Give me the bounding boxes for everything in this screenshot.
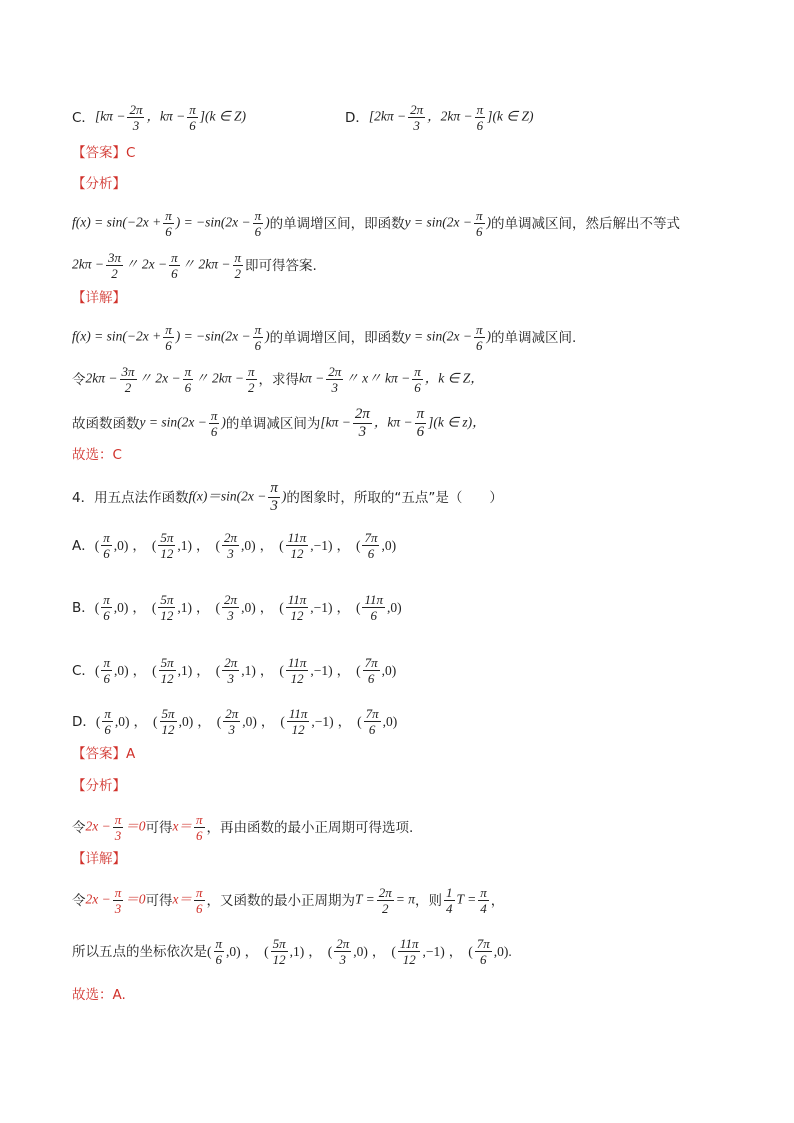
option-d[interactable]: D． ( $\frac{\pi}{6}$ ,0) ， ( $\frac{5\pi}{12}$ ,0) ， ( $\frac{2\pi}{3}$ ,0) ， ( $\frac{11\pi}{12}$ ,−1) ， ( $\frac{7\pi}{6}$ ,0) [72,706,398,737]
analysis-1-text-b: 的单调减区间，然后解出不等式 [491,215,681,232]
detail-2-text-f: 所以五点的坐标依次是 [72,943,207,960]
detail-1-text-e: 故函数函数 [72,415,140,432]
detail-2-line-1: 令 2x − $\frac{\pi}{3}$ ＝0 可得 x＝ $\frac{\pi}{6}$ ，又函数的最小正周期为 T = $\frac{2\pi}{2}$ = π ，则 $\frac{1}{4}$ T = $\frac{\pi}{4}$ ， [72,885,505,916]
analysis-2-text-a: 令 [72,819,86,836]
analysis-heading-2: 【分析】 [72,778,126,794]
choose-1: 故选：C [72,447,122,463]
detail-2-line-2: 所以五点的坐标依次是 ( $\frac{\pi}{6}$ ,0) ， ( $\frac{5\pi}{12}$ ,1) ， ( $\frac{2\pi}{3}$ ,0) ， ( $\frac{11\pi}{12}$ ,−1) ， ( $\frac{7\pi}{6}$ ,0). [72,936,512,967]
choose-2: 故选：A. [72,987,126,1003]
detail-2-text-e: ， [490,892,505,909]
option-a-label: A． [72,537,95,554]
option-a[interactable]: A． ( $\frac{\pi}{6}$ ,0) ， ( $\frac{5\pi}{12}$ ,1) ， ( $\frac{2\pi}{3}$ ,0) ， ( $\frac{11\pi}{12}$ ,−1) ， ( $\frac{7\pi}{6}$ ,0) [72,530,397,561]
analysis-heading-1: 【分析】 [72,176,126,192]
option-c[interactable]: C． ( $\frac{\pi}{6}$ ,0) ， ( $\frac{5\pi}{12}$ ,1) ， ( $\frac{2\pi}{3}$ ,1) ， ( $\frac{11\pi}{12}$ ,−1) ， ( $\frac{7\pi}{6}$ ,0) [72,655,397,686]
analysis-2-text-b: 可得 [145,819,173,836]
analysis-1-line-2: 2kπ − $\frac{3\pi}{2}$ 〃 2x − $\frac{\pi}{6}$ 〃 2kπ − $\frac{\pi}{2}$ 即可得答案. [72,250,317,281]
detail-1-text-d: ，求得 [258,371,300,388]
option-b-label: B． [72,599,95,616]
detail-1-line-3: 故函数函数 y = sin(2x − $\frac{\pi}{6}$ ) 的单调减区间为 [kπ − $\frac{2\pi}{3}$ ，kπ − $\frac{\pi}{6}$ ](k ∈ z)， [72,406,486,440]
detail-2-text-a: 令 [72,892,86,909]
option-d-label: D． [345,109,369,126]
detail-2-text-d: ，则 [415,892,443,909]
option-b[interactable]: B． ( $\frac{\pi}{6}$ ,0) ， ( $\frac{5\pi}{12}$ ,1) ， ( $\frac{2\pi}{3}$ ,0) ， ( $\frac{11\pi}{12}$ ,−1) ， ( $\frac{11\pi}{6}$ ,0) [72,592,402,623]
detail-heading-2: 【详解】 [72,851,126,867]
detail-2-text-c: ，又函数的最小正周期为 [206,892,356,909]
analysis-1-text-c: 即可得答案. [245,257,317,274]
detail-1-text-f: 的单调减区间为 [225,415,321,432]
answer-heading-1: 【答案】C [72,145,136,161]
detail-1-text-a: 的单调增区间，即函数 [269,329,405,346]
detail-1-line-2: 令 2kπ − $\frac{3\pi}{2}$ 〃 2x − $\frac{\pi}{6}$ 〃 2kπ − $\frac{\pi}{2}$ ，求得 kπ − $\frac{2\pi}{3}$ 〃 x〃 kπ − $\frac{\pi}{6}$ ，k ∈ Z， [72,364,484,395]
analysis-2-line: 令 2x − $\frac{\pi}{3}$ ＝0 可得 x＝ $\frac{\pi}{6}$ ，再由函数的最小正周期可得选项. [72,812,414,843]
option-c-label-2: C． [72,662,95,679]
analysis-1-line-1: f(x) = sin(−2x + $\frac{\pi}{6}$ ) = −sin(2x − $\frac{\pi}{6}$ ) 的单调增区间，即函数 y = sin(2x − $\frac{\pi}{6}$ ) 的单调减区间，然后解出不等式 [72,208,681,239]
option-c-expression: [kπ − $\frac{2\pi}{3}$ ，kπ − $\frac{\pi}{6}$ ](k ∈ Z) [94,102,246,133]
detail-heading-1: 【详解】 [72,290,126,306]
question-text-a: 用五点法作函数 [94,489,189,506]
detail-2-text-b: 可得 [145,892,173,909]
detail-1-line-1: f(x) = sin(−2x + $\frac{\pi}{6}$ ) = −sin(2x − $\frac{\pi}{6}$ ) 的单调增区间，即函数 y = sin(2x − $\frac{\pi}{6}$ ) 的单调减区间. [72,322,577,353]
detail-1-text-b: 的单调减区间. [491,329,577,346]
question-4: 4． 用五点法作函数 f(x)＝sin(2x − $\frac{\pi}{3}$ ) 的图象时，所取的“五点”是（ ） [72,480,503,514]
option-d-previous [345,102,533,133]
question-text-b: 的图象时，所取的“五点”是（ ） [286,489,503,506]
answer-heading-2: 【答案】A [72,746,136,762]
option-d-expression: [2kπ − $\frac{2\pi}{3}$ ，2kπ − $\frac{\pi}{6}$ ](k ∈ Z) [368,102,534,133]
detail-1-text-c: 令 [72,371,86,388]
option-c-label: C． [72,109,95,126]
option-d-label-2: D． [72,713,96,730]
analysis-2-text-c: ，再由函数的最小正周期可得选项. [206,819,414,836]
option-c-previous [72,102,246,133]
question-number: 4． [72,489,95,506]
analysis-1-text-a: 的单调增区间，即函数 [269,215,405,232]
